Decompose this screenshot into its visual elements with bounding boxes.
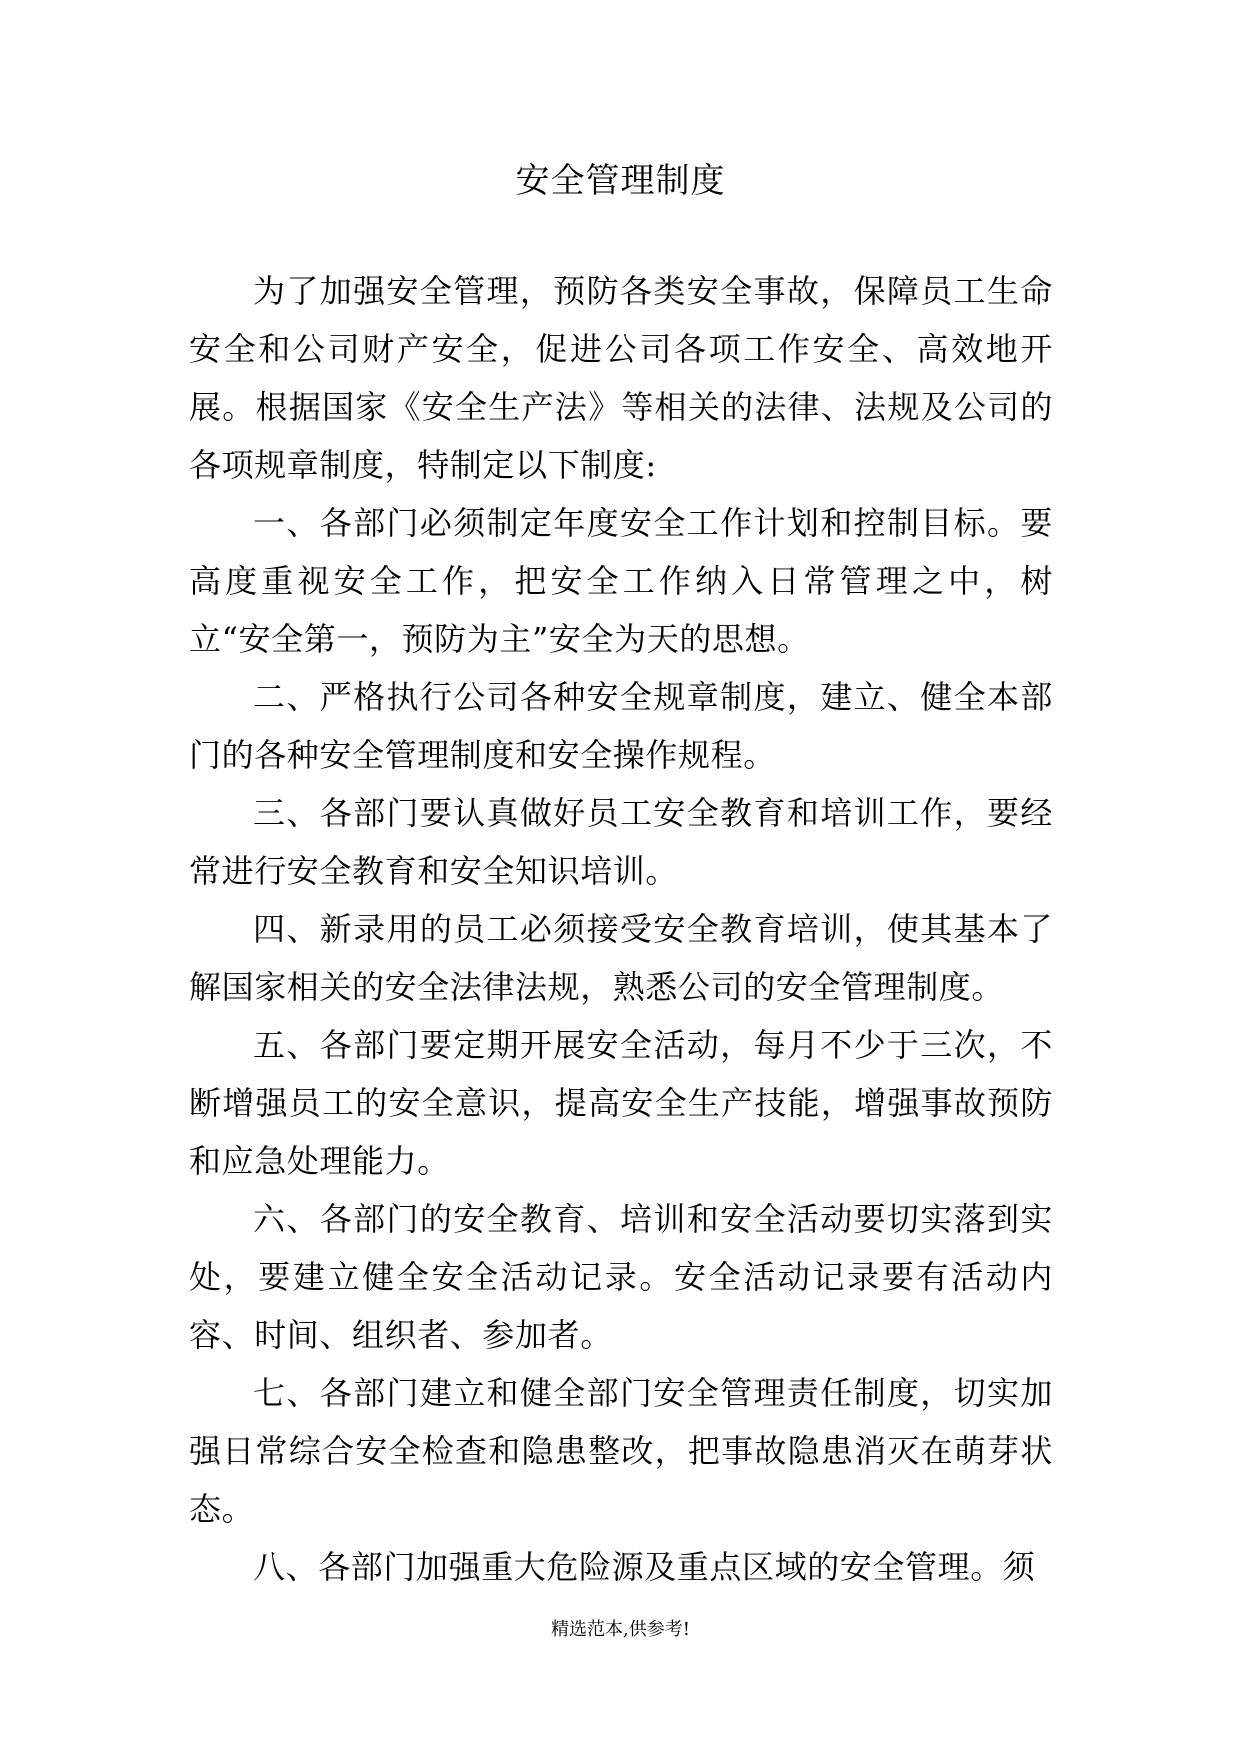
rule-paragraph-3: 三、各部门要认真做好员工安全教育和培训工作，要经常进行安全教育和安全知识培训。 <box>189 794 1053 890</box>
document-body <box>189 262 1053 1596</box>
rule-paragraph-6: 六、各部门的安全教育、培训和安全活动要切实落到实处，要建立健全安全活动记录。安全活动记录要有活动内容、时间、组织者、参加者。 <box>189 1200 1053 1354</box>
rule-paragraph-2: 二、严格执行公司各种安全规章制度，建立、健全本部门的各种安全管理制度和安全操作规程。 <box>189 678 1053 774</box>
rule-paragraph-5: 五、各部门要定期开展安全活动，每月不少于三次，不断增强员工的安全意识，提高安全生产技能，增强事故预防和应急处理能力。 <box>189 1026 1053 1180</box>
document-title: 安全管理制度 <box>515 161 726 201</box>
rule-paragraph-7: 七、各部门建立和健全部门安全管理责任制度，切实加强日常综合安全检查和隐患整改，把事故隐患消灭在萌芽状态。 <box>189 1374 1053 1528</box>
rule-paragraph-8: 八、各部门加强重大危险源及重点区域的安全管理。须 <box>253 1548 1036 1586</box>
intro-paragraph: 为了加强安全管理，预防各类安全事故，保障员工生命安全和公司财产安全，促进公司各项工作安全、高效地开展。根据国家《安全生产法》等相关的法律、法规及公司的各项规章制度，特制定以下制度: <box>189 272 1053 484</box>
rule-paragraph-4: 四、新录用的员工必须接受安全教育培训，使其基本了解国家相关的安全法律法规，熟悉公司的安全管理制度。 <box>189 910 1053 1006</box>
rule-paragraph-1: 一、各部门必须制定年度安全工作计划和控制目标。要高度重视安全工作，把安全工作纳入日常管理之中，树立“安全第一，预防为主”安全为天的思想。 <box>189 504 1053 658</box>
page-footer: 精选范本,供参考! <box>551 1619 690 1640</box>
